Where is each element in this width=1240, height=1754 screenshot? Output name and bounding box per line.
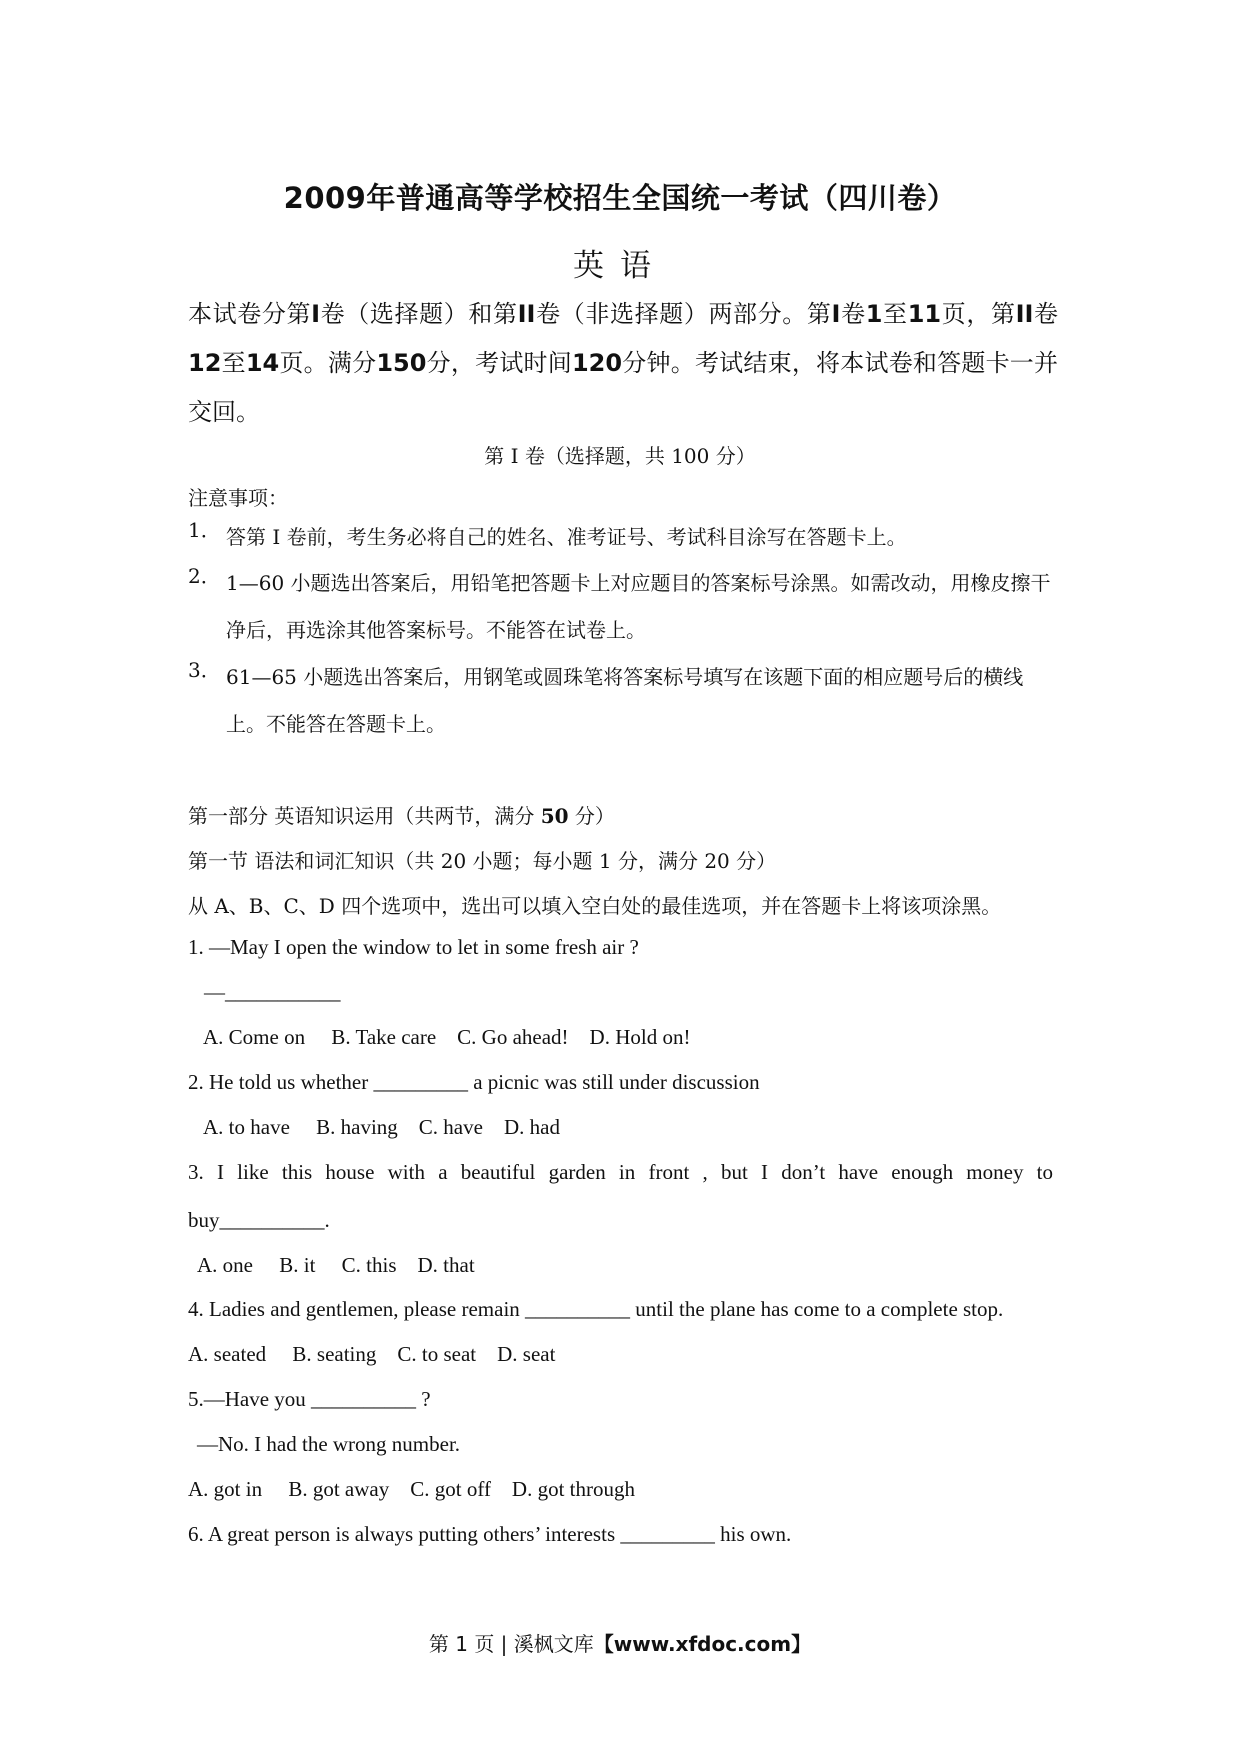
note-text: 61—65 小题选出答案后，用钢笔或圆珠笔将答案标号填写在该题下面的相应题号后的横线上。不能答在答题卡上。 — [226, 665, 1024, 736]
note-item-1 — [188, 514, 1060, 561]
question-2-options: A. to have B. having C. have D. had — [203, 1115, 560, 1139]
note-item-2 — [188, 560, 1060, 654]
section-one-title: 第一节 语法和词汇知识（共 20 小题；每小题 1 分，满分 20 分） — [188, 849, 777, 873]
part-heading-text: 分） — [568, 804, 615, 828]
question-4: 4. Ladies and gentlemen, please remain __________ until the plane has come to a complete stop. — [188, 1297, 1004, 1321]
intro-number: II — [517, 300, 536, 328]
question-1: 1. —May I open the window to let in some fresh air ? — [188, 935, 639, 959]
intro-number: I — [311, 300, 321, 328]
intro-text: 页，第 — [941, 300, 1016, 328]
intro-number: 150 — [376, 349, 427, 377]
intro-text: 本试卷分第 — [188, 300, 312, 328]
intro-text: 卷 — [1033, 300, 1059, 328]
question-1-blank: —___________ — [204, 980, 341, 1004]
footer-page-label: 第 1 页 | 溪枫文库 — [428, 1632, 594, 1656]
intro-text: 卷（非选择题）两部分。第 — [535, 300, 832, 328]
note-text: 1—60 小题选出答案后，用铅笔把答题卡上对应题目的答案标号涂黑。如需改动，用橡皮擦干净后，再选涂其他答案标号。不能答在试卷上。 — [226, 571, 1051, 642]
intro-text: 卷（选择题）和第 — [320, 300, 518, 328]
intro-text: 至 — [221, 349, 246, 377]
part-heading-score: 50 — [540, 804, 569, 828]
intro-number: II — [1015, 300, 1034, 328]
note-number: 3． — [188, 658, 221, 682]
question-5: 5.—Have you __________ ? — [188, 1387, 431, 1411]
question-4-options: A. seated B. seating C. to seat D. seat — [188, 1342, 556, 1366]
note-number: 1． — [188, 518, 221, 542]
footer-url-link[interactable]: 【www.xfdoc.com】 — [593, 1632, 812, 1656]
question-3: 3. I like this house with a beautiful garden in front , but I don’t have enough money to — [188, 1160, 1053, 1184]
question-3-continued: buy__________. — [188, 1208, 330, 1232]
intro-text: 页。满分 — [279, 349, 377, 377]
exam-intro — [188, 290, 1058, 437]
subject-title: 英语 — [573, 248, 667, 284]
notes-heading: 注意事项： — [188, 486, 288, 510]
question-6: 6. A great person is always putting others’ interests _________ his own. — [188, 1522, 792, 1546]
question-5-options: A. got in B. got away C. got off D. got through — [188, 1477, 636, 1501]
intro-text: 分钟。考试结束，将本试卷和答题卡一并交回。 — [188, 349, 1059, 426]
intro-number: 14 — [245, 349, 280, 377]
instructions: 从 A、B、C、D 四个选项中，选出可以填入空白处的最佳选项，并在答题卡上将该项涂黑。 — [188, 894, 1002, 918]
intro-text: 至 — [882, 300, 908, 328]
intro-number: 120 — [571, 349, 623, 377]
note-text: 答第 I 卷前，考生务必将自己的姓名、准考证号、考试科目涂写在答题卡上。 — [226, 525, 907, 549]
intro-number: 11 — [907, 300, 942, 328]
intro-text: 分，考试时间 — [426, 349, 572, 377]
question-2: 2. He told us whether _________ a picnic was still under discussion — [188, 1070, 760, 1094]
intro-number: 1 — [865, 300, 883, 328]
intro-number: I — [831, 300, 841, 328]
question-1-options: A. Come on B. Take care C. Go ahead! D. Hold on! — [203, 1025, 691, 1049]
note-number: 2． — [188, 564, 221, 588]
exam-title: 2009年普通高等学校招生全国统一考试（四川卷） — [283, 181, 957, 215]
page-footer — [0, 1628, 1240, 1657]
intro-text: 卷 — [840, 300, 866, 328]
part-heading-text: 第一部分 英语知识运用（共两节，满分 — [188, 804, 541, 828]
question-5-reply: —No. I had the wrong number. — [197, 1432, 461, 1456]
part-one-heading — [188, 800, 615, 829]
question-3-options: A. one B. it C. this D. that — [197, 1253, 475, 1277]
intro-number: 12 — [188, 349, 222, 377]
section-one-heading: 第 I 卷（选择题，共 100 分） — [484, 444, 756, 468]
note-item-3 — [188, 654, 1060, 748]
